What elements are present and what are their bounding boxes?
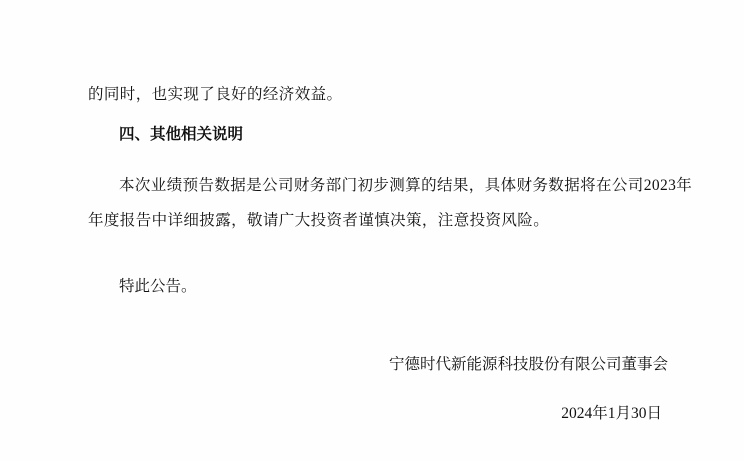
date-line: 2024年1月30日	[561, 405, 662, 422]
body-paragraph-line: 本次业绩预告数据是公司财务部门初步测算的结果，具体财务数据将在公司2023年	[119, 176, 693, 194]
section-heading: 四、其他相关说明	[119, 126, 244, 143]
continued-paragraph: 的同时，也实现了良好的经济效益。	[88, 86, 343, 103]
notice-text: 特此公告。	[119, 277, 197, 295]
body-paragraph-line: 年度报告中详细披露，敬请广大投资者谨慎决策，注意投资风险。	[88, 211, 550, 229]
signature-line: 宁德时代新能源科技股份有限公司董事会	[388, 355, 668, 373]
body-paragraph	[88, 168, 693, 238]
